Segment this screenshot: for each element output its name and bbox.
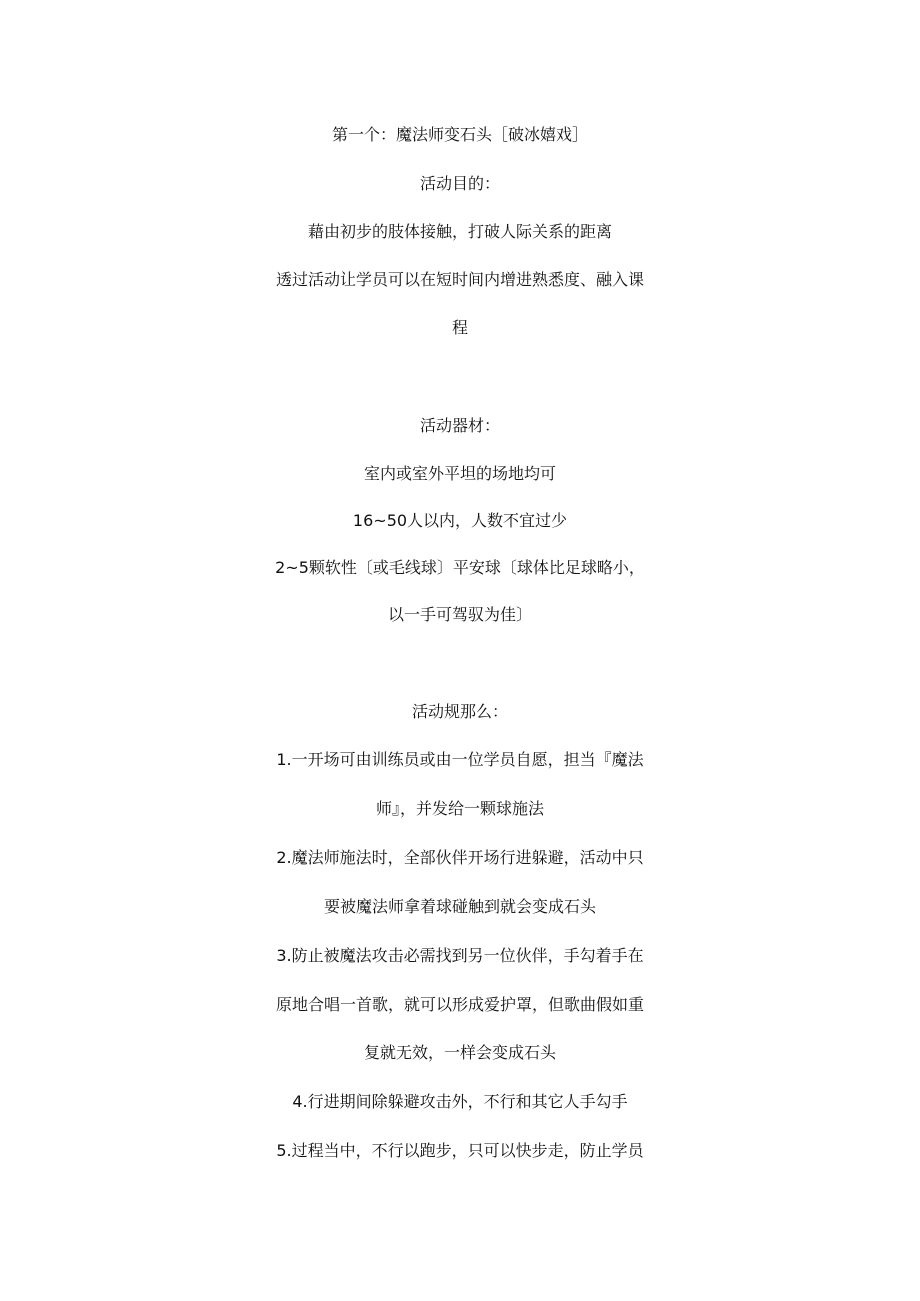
equipment-line: 以一手可驾驭为佳〕 [387, 605, 532, 624]
document-title: 第一个：魔法师变石头［破冰嬉戏］ [331, 125, 588, 144]
purpose-line: 程 [451, 318, 468, 337]
equipment-line: 16~50人以内，人数不宜过少 [352, 511, 568, 530]
rules-line: 原地合唱一首歌，就可以形成爱护罩，但歌曲假如重 [275, 995, 644, 1014]
equipment-line: 2~5颗软性〔或毛线球〕平安球〔球体比足球略小， [275, 558, 645, 577]
rules-line: 要被魔法师拿着球碰触到就会变成石头 [323, 897, 596, 916]
rules-line: 2.魔法师施法时，全部伙伴开场行进躲避，活动中只 [276, 848, 644, 867]
rules-line: 师』，并发给一颗球施法 [375, 799, 544, 818]
purpose-heading: 活动目的： [419, 174, 500, 193]
rules-line: 5.过程当中，不行以跑步，只可以快步走，防止学员 [276, 1141, 644, 1160]
rules-line: 3.防止被魔法攻击必需找到另一位伙伴，手勾着手在 [276, 946, 644, 965]
rules-line: 1.一开场可由训练员或由一位学员自愿，担当『魔法 [276, 750, 644, 769]
rules-line: 复就无效，一样会变成石头 [363, 1043, 556, 1062]
rules-heading: 活动规那么： [411, 702, 508, 721]
equipment-heading: 活动器材： [419, 416, 500, 435]
purpose-line: 透过活动让学员可以在短时间内增进熟悉度、融入课 [275, 270, 644, 289]
purpose-line: 藉由初步的肢体接触，打破人际关系的距离 [307, 222, 612, 241]
equipment-line: 室内或室外平坦的场地均可 [363, 464, 556, 483]
rules-line: 4.行进期间除躲避攻击外，不行和其它人手勾手 [292, 1092, 628, 1111]
